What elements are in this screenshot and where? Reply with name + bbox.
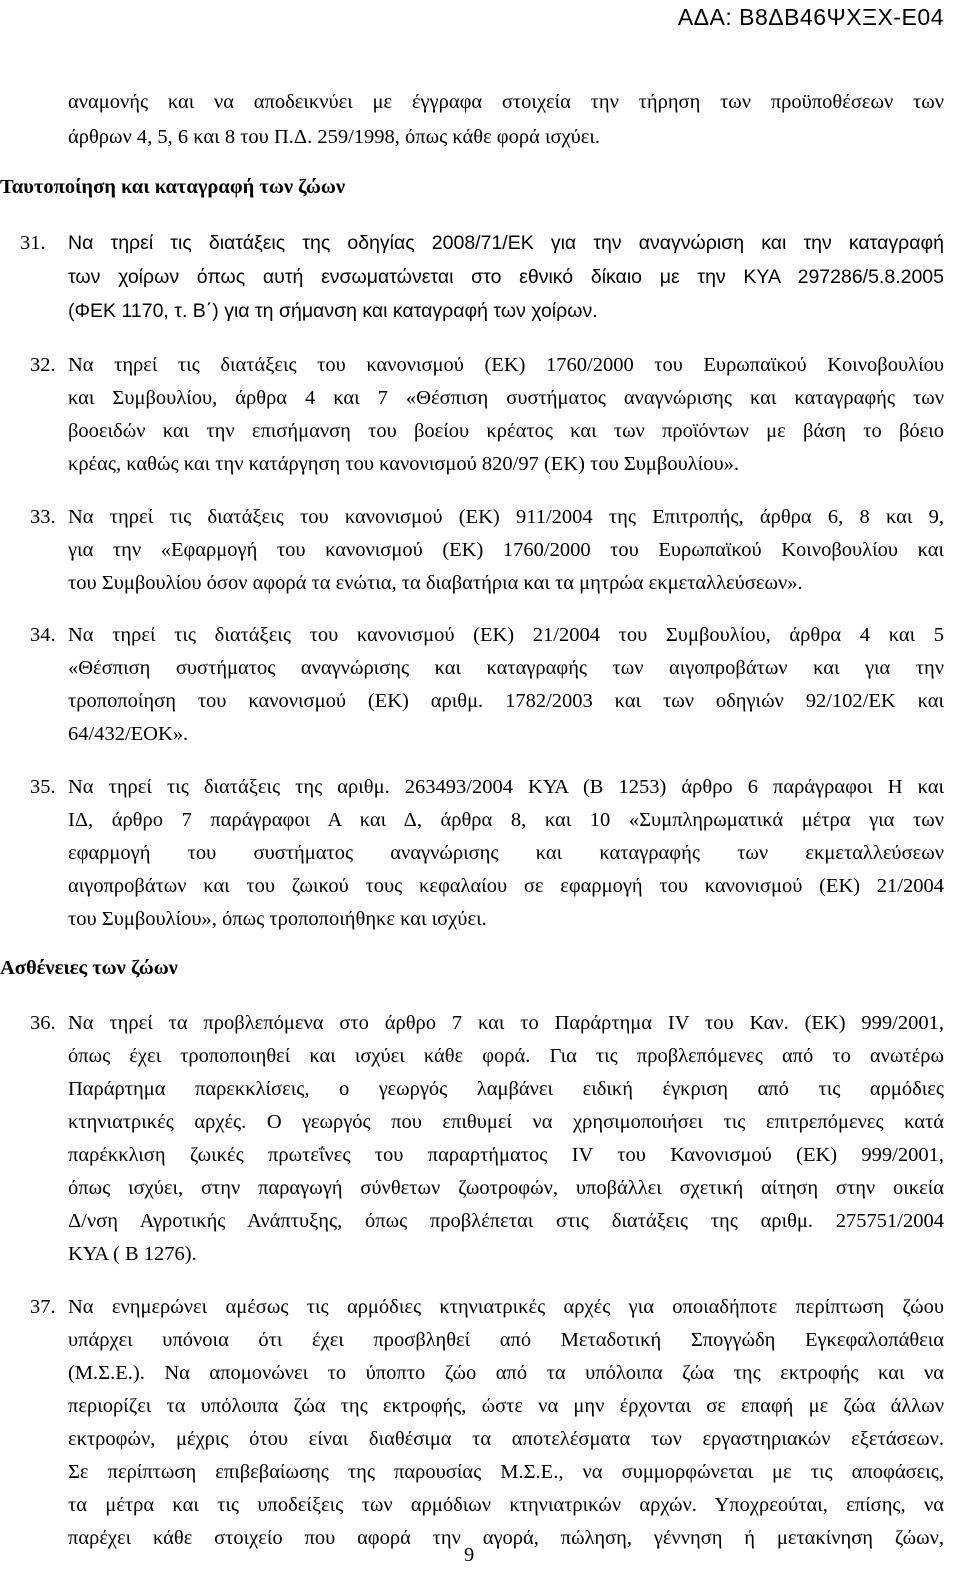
item-number: 37. xyxy=(30,1296,56,1318)
item-line: Να ενημερώνει αμέσως τις αρμόδιες κτηνιατρικές αρχές για οποιαδήποτε περίπτωση ζώου xyxy=(68,1296,944,1318)
item-line: αιγοπροβάτων και του ζωικού τους κεφαλαίου σε εφαρμογή του κανονισμού (ΕΚ) 21/2004 xyxy=(68,875,944,897)
item-line: Να τηρεί τις διατάξεις του κανονισμού (ΕΚ) 911/2004 της Επιτροπής, άρθρα 6, 8 και 9, xyxy=(68,506,944,528)
item-line: εφαρμογή του συστήματος αναγνώρισης και καταγραφής των εκμεταλλεύσεων xyxy=(68,842,944,864)
item-line: (ΦΕΚ 1170, τ. Β΄) για τη σήμανση και καταγραφή των χοίρων. xyxy=(68,300,598,322)
item-line: Να τηρεί τις διατάξεις του κανονισμού (ΕΚ) 1760/2000 του Ευρωπαϊκού Κοινοβουλίου xyxy=(68,354,944,376)
item-number: 33. xyxy=(30,506,56,528)
item-line: «Θέσπιση συστήματος αναγνώρισης και καταγραφής των αιγοπροβάτων και για την xyxy=(68,657,944,679)
item-number: 34. xyxy=(30,624,56,646)
item-line: Να τηρεί τις διατάξεις της οδηγίας 2008/71/ΕΚ για την αναγνώριση και την καταγραφή xyxy=(68,232,944,254)
item-line: του Συμβουλίου όσον αφορά τα ενώτια, τα διαβατήρια και τα μητρώα εκμεταλλεύσεων». xyxy=(68,572,803,594)
item-number: 32. xyxy=(30,354,56,376)
item-line: (Μ.Σ.Ε.). Να απομονώνει το ύποπτο ζώο από τα υπόλοιπα ζώα της εκτροφής και να xyxy=(68,1362,944,1384)
item-line: και Συμβουλίου, άρθρα 4 και 7 «Θέσπιση συστήματος αναγνώρισης και καταγραφής των xyxy=(68,387,944,409)
item-line: παρέχει κάθε στοιχείο που αφορά την αγορά, πώληση, γέννηση ή μετακίνηση ζώων, xyxy=(68,1527,944,1549)
item-line: Να τηρεί τις διατάξεις της αριθμ. 263493/2004 ΚΥΑ (Β 1253) άρθρο 6 παράγραφοι Η και xyxy=(68,776,944,798)
item-line: όπως ισχύει, στην παραγωγή σύνθετων ζωοτροφών, υποβάλλει σχετική αίτηση στην οικεία xyxy=(68,1177,944,1199)
item-line: των χοίρων όπως αυτή ενσωματώνεται στο εθνικό δίκαιο με την ΚΥΑ 297286/5.8.2005 xyxy=(68,266,944,288)
item-line: Σε περίπτωση επιβεβαίωσης της παρουσίας Μ.Σ.Ε., να συμμορφώνεται με τις αποφάσεις, xyxy=(68,1461,944,1483)
item-line: τα μέτρα και τις υποδείξεις των αρμόδιων κτηνιατρικών αρχών. Υποχρεούται, επίσης, να xyxy=(68,1494,944,1516)
item-line: ΙΔ, άρθρο 7 παράγραφοι Α και Δ, άρθρα 8, και 10 «Συμπληρωματικά μέτρα για των xyxy=(68,809,944,831)
item-line: εκτροφών, μέχρις ότου είναι διαθέσιμα τα αποτελέσματα των εργαστηριακών εξετάσεων. xyxy=(68,1428,944,1450)
section-heading: Ταυτοποίηση και καταγραφή των ζώων xyxy=(0,176,345,198)
item-line: Δ/νση Αγροτικής Ανάπτυξης, όπως προβλέπεται στις διατάξεις της αριθμ. 275751/2004 xyxy=(68,1210,944,1232)
intro-line: άρθρων 4, 5, 6 και 8 του Π.Δ. 259/1998, όπως κάθε φορά ισχύει. xyxy=(68,126,601,148)
item-line: ΚΥΑ ( Β 1276). xyxy=(68,1243,197,1265)
item-line: υπάρχει υπόνοια ότι έχει προσβληθεί από Μεταδοτική Σπογγώδη Εγκεφαλοπάθεια xyxy=(68,1329,944,1351)
ada-code: ΑΔΑ: Β8ΔΒ46ΨΧΞΧ-Ε04 xyxy=(677,4,944,30)
item-line: του Συμβουλίου», όπως τροποποιήθηκε και ισχύει. xyxy=(68,908,487,930)
section-heading: Ασθένειες των ζώων xyxy=(0,957,178,979)
item-number: 36. xyxy=(30,1012,56,1034)
item-line: Να τηρεί τις διατάξεις του κανονισμού (ΕΚ) 21/2004 του Συμβουλίου, άρθρα 4 και 5 xyxy=(68,624,944,646)
item-line: βοοειδών και την επισήμανση του βοείου κρέατος και των προϊόντων με βάση το βόειο xyxy=(68,420,944,442)
item-number: 31. xyxy=(20,232,46,254)
item-line: τροποποίηση του κανονισμού (ΕΚ) αριθμ. 1782/2003 και των οδηγιών 92/102/ΕΚ και xyxy=(68,690,944,712)
item-line: περιορίζει τα υπόλοιπα ζώα της εκτροφής, ώστε να μην έρχονται σε επαφή με ζώα άλλων xyxy=(68,1395,944,1417)
item-line: κτηνιατρικές αρχές. Ο γεωργός που επιθυμεί να χρησιμοποιήσει τις επιτρεπόμενες κατά xyxy=(68,1111,944,1133)
item-line: 64/432/ΕΟΚ». xyxy=(68,723,189,745)
item-line: Παράρτημα παρεκκλίσεις, ο γεωργός λαμβάνει ειδική έγκριση από τις αρμόδιες xyxy=(68,1078,944,1100)
item-line: κρέας, καθώς και την κατάργηση του κανονισμού 820/97 (ΕΚ) του Συμβουλίου». xyxy=(68,453,739,475)
item-line: για την «Εφαρμογή του κανονισμού (ΕΚ) 1760/2000 του Ευρωπαϊκού Κοινοβουλίου και xyxy=(68,539,944,561)
item-line: Να τηρεί τα προβλεπόμενα στο άρθρο 7 και το Παράρτημα IV του Καν. (ΕΚ) 999/2001, xyxy=(68,1012,944,1034)
intro-line: αναμονής και να αποδεικνύει με έγγραφα στοιχεία την τήρηση των προϋποθέσεων των xyxy=(68,91,944,113)
item-line: παρέκκλιση ζωικές πρωτεΐνες του παραρτήματος IV του Κανονισμού (ΕΚ) 999/2001, xyxy=(68,1144,944,1166)
item-number: 35. xyxy=(30,776,56,798)
page-number: 9 xyxy=(464,1544,475,1566)
item-line: όπως έχει τροποποιηθεί και ισχύει κάθε φορά. Για τις προβλεπόμενες από το ανωτέρω xyxy=(68,1045,944,1067)
